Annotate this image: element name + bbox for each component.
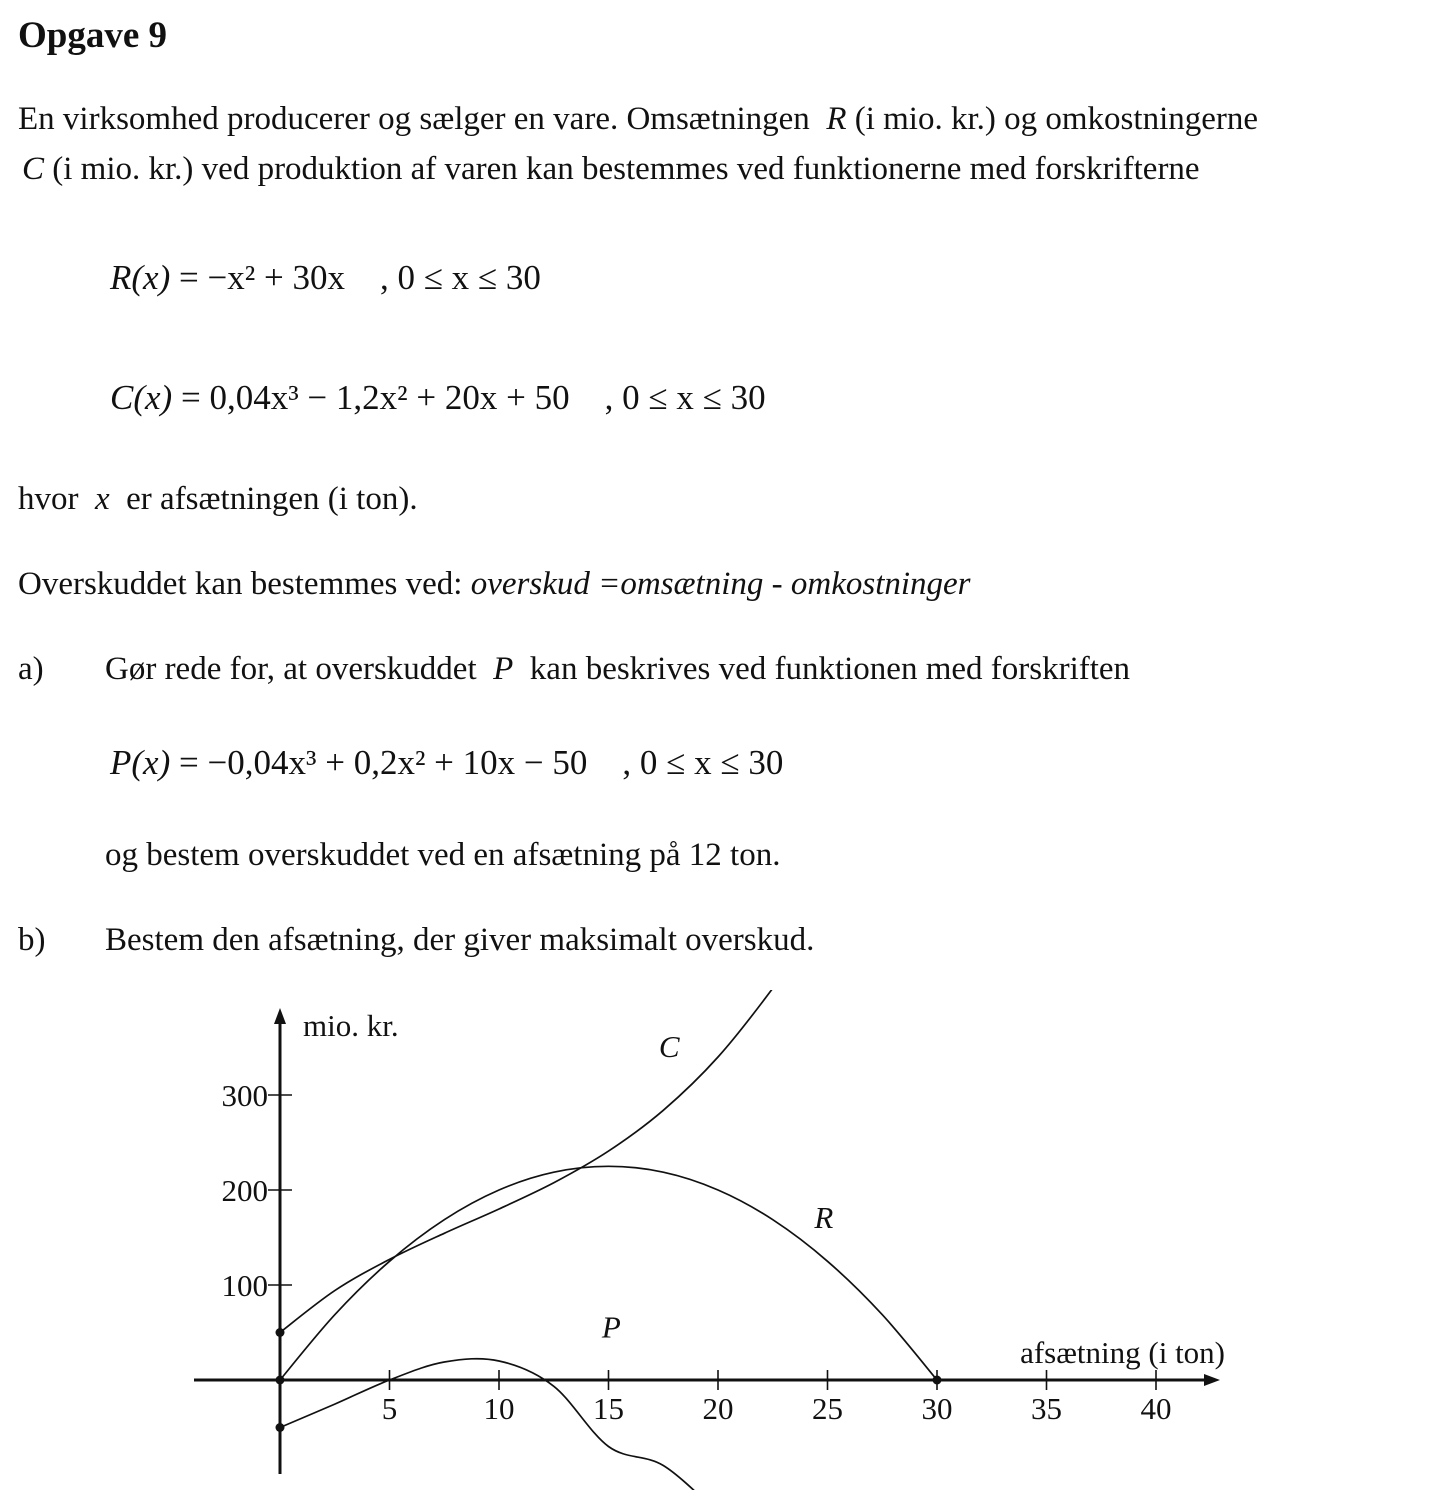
x-tick-label: 30 [921, 1391, 953, 1426]
cost-symbol: C [22, 151, 45, 187]
formula-revenue-domain: , 0 ≤ x ≤ 30 [379, 258, 541, 297]
question-a-text-b: kan beskrives ved funktionen med forskriften [529, 651, 1131, 687]
overskud-line [18, 564, 971, 604]
x-tick-label: 15 [593, 1391, 624, 1426]
marked-point [276, 1328, 285, 1337]
intro-line-2 [22, 149, 1200, 189]
x-axis-label: afsætning (i ton) [1020, 1335, 1225, 1370]
x-tick-label: 10 [483, 1391, 515, 1426]
intro-text-1b: (i mio. kr.) og omkostningerne [854, 101, 1259, 137]
function-graph [170, 990, 1250, 1490]
y-tick-label: 100 [221, 1268, 268, 1303]
curve-r [280, 1166, 937, 1380]
question-a-text-a: Gør rede for, at overskuddet [105, 651, 477, 687]
formula-profit [110, 743, 783, 783]
hvor-text-b: er afsætningen (i ton). [126, 481, 418, 517]
x-tick-label: 25 [812, 1391, 843, 1426]
y-tick-label: 200 [221, 1173, 268, 1208]
question-a-text [105, 649, 1130, 689]
question-a-followup: og bestem overskuddet ved en afsætning på 12 ton. [105, 837, 781, 873]
y-axis-label: mio. kr. [303, 1008, 399, 1043]
formula-profit-lhs: P(x) [110, 743, 171, 782]
formula-cost-domain: , 0 ≤ x ≤ 30 [604, 378, 766, 417]
overskud-text-a: Overskuddet kan bestemmes ved: [18, 566, 463, 602]
x-tick-label: 5 [381, 1391, 398, 1426]
formula-revenue-rhs: = −x² + 30x [178, 258, 345, 297]
curve-label-r: R [814, 1200, 834, 1235]
x-symbol: x [95, 481, 110, 517]
x-tick-label: 40 [1140, 1391, 1172, 1426]
formula-cost-rhs: = 0,04x³ − 1,2x² + 20x + 50 [180, 378, 570, 417]
marked-point [276, 1376, 285, 1385]
exercise-title: Opgave 9 [18, 15, 168, 56]
formula-profit-domain: , 0 ≤ x ≤ 30 [622, 743, 784, 782]
y-tick-label: 300 [221, 1078, 268, 1113]
formula-profit-rhs: = −0,04x³ + 0,2x² + 10x − 50 [178, 743, 588, 782]
intro-line-1 [18, 99, 1258, 139]
curve-label-c: C [658, 1029, 680, 1064]
intro-text-1a: En virksomhed producerer og sælger en vare. Omsætningen [18, 101, 810, 137]
question-b-label: b) [18, 922, 46, 958]
formula-cost [110, 378, 766, 418]
y-axis-arrow [274, 1008, 286, 1024]
question-a-label: a) [18, 651, 44, 687]
formula-revenue [110, 258, 541, 298]
question-b-text: Bestem den afsætning, der giver maksimalt overskud. [105, 922, 815, 958]
x-tick-label: 35 [1031, 1391, 1062, 1426]
intro-text-2b: (i mio. kr.) ved produktion af varen kan bestemmes ved funktionerne med forskrifterne [52, 151, 1200, 187]
x-axis-arrow [1204, 1374, 1220, 1386]
hvor-line [18, 479, 418, 519]
formula-cost-lhs: C(x) [110, 378, 173, 417]
x-tick-label: 20 [702, 1391, 734, 1426]
hvor-text-a: hvor [18, 481, 79, 517]
curve-label-p: P [601, 1309, 621, 1345]
profit-symbol: P [493, 651, 514, 687]
marked-point [933, 1376, 942, 1385]
revenue-symbol: R [826, 101, 847, 137]
overskud-definition: overskud =omsætning - omkostninger [470, 566, 971, 602]
marked-point [276, 1423, 285, 1432]
formula-revenue-lhs: R(x) [110, 258, 171, 297]
